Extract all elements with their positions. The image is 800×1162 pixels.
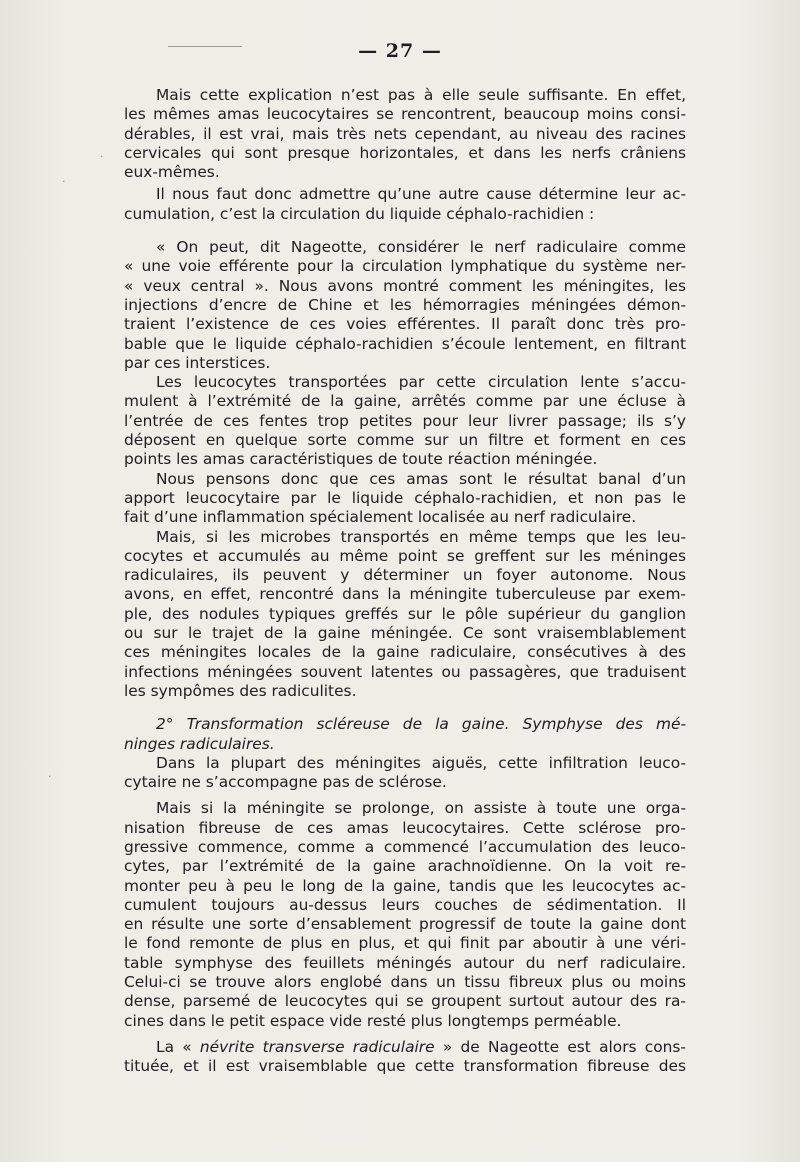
text-line: cervicales qui sont presque horizontales, et dans les nerfs crâniens: [124, 143, 686, 162]
paragraph: [124, 528, 686, 702]
text-line: fait d’une inflammation spécialement localisée au nerf radiculaire.: [124, 508, 637, 527]
margin-speck: ·: [100, 150, 104, 163]
text-line: Mais si la méningite se prolonge, on assiste à toute une orga-: [156, 799, 686, 818]
margin-speck: ·: [62, 175, 66, 188]
paragraph: [124, 373, 686, 469]
text-line: apport leucocytaire par le liquide céphalo-rachidien, et non pas le: [124, 488, 686, 507]
text-line: dérables, il est vrai, mais très nets cependant, au niveau des racines: [124, 124, 686, 143]
paragraph: [124, 1038, 686, 1077]
text-line: cytaire ne s’accompagne pas de sclérose.: [124, 773, 447, 792]
text-line: bable que le liquide céphalo-rachidien s’écoule lentement, en filtrant: [124, 334, 686, 353]
text-line: Dans la plupart des méningites aiguës, cette infiltration leuco-: [156, 753, 686, 772]
text-span: La «: [156, 1037, 200, 1056]
text-line: cumulation, c’est la circulation du liquide céphalo-rachidien :: [124, 204, 595, 223]
text-line: infections méningées souvent latentes ou passagères, que traduisent: [124, 662, 686, 681]
text-line: Il nous faut donc admettre qu’une autre cause détermine leur ac-: [156, 185, 686, 204]
text-line: traient l’existence de ces voies efférentes. Il paraît donc très pro-: [124, 315, 686, 334]
text-line: « On peut, dit Nageotte, considérer le nerf radiculaire comme: [156, 238, 686, 257]
paragraph: [124, 185, 686, 224]
text-line: cocytes et accumulés au même point se greffent sur les méninges: [124, 546, 686, 565]
paragraph: [124, 470, 686, 528]
text-line: les mêmes amas leucocytaires se rencontrent, beaucoup moins consi-: [124, 105, 686, 124]
text-line: le fond remonte de plus en plus, et qui finit par aboutir à une véri-: [124, 934, 686, 953]
text-span: » de Nageotte est alors cons-: [434, 1037, 686, 1056]
text-line: déposent en quelque sorte comme sur un filtre et forment en ces: [124, 431, 686, 450]
text-line: table symphyse des feuillets méningés autour du nerf radiculaire.: [124, 953, 686, 972]
text-line: eux-mêmes.: [124, 163, 220, 182]
text-line: Mais, si les microbes transportés en même temps que les leu-: [156, 527, 686, 546]
text-line: [124, 1038, 686, 1057]
text-line: l’entrée de ces fentes trop petites pour leur livrer passage; ils s’y: [124, 411, 686, 430]
text-line: « veux central ». Nous avons montré comment les méningites, les: [124, 276, 686, 295]
text-line: dense, parsemé de leucocytes qui se groupent surtout autour des ra-: [124, 992, 686, 1011]
text-line: gressive commence, comme a commencé l’accumulation des leuco-: [124, 837, 686, 856]
text-line: Mais cette explication n’est pas à elle seule suffisante. En effet,: [156, 86, 686, 104]
quotation-paragraph: [124, 238, 686, 373]
text-line: points les amas caractéristiques de toute réaction méningée.: [124, 450, 598, 469]
text-line: Nous pensons donc que ces amas sont le résultat banal d’un: [156, 469, 686, 488]
text-line: avons, en effet, rencontré dans la méningite tuberculeuse par exem-: [124, 585, 686, 604]
text-line: mulent à l’extrémité de la gaine, arrêtés comme par une écluse à: [124, 392, 686, 411]
text-line: cines dans le petit espace vide resté plus longtemps perméable.: [124, 1011, 622, 1030]
text-line: injections d’encre de Chine et les hémorragies méningées démon-: [124, 295, 686, 314]
body-text: [124, 86, 686, 1077]
text-line: « une voie efférente pour la circulation lymphatique du système ner-: [124, 257, 686, 276]
text-line: Celui-ci se trouve alors englobé dans un tissu fibreux plus ou moins: [124, 973, 686, 992]
margin-speck: ·: [48, 770, 52, 783]
emphasized-term: névrite transverse radiculaire: [199, 1037, 435, 1056]
page-number: — 27 —: [358, 40, 442, 62]
text-line: radiculaires, ils peuvent y déterminer un foyer autonome. Nous: [124, 566, 686, 585]
text-line: les sympômes des radiculites.: [124, 681, 357, 700]
text-line: ou sur le trajet de la gaine méningée. Ce sont vraisemblablement: [124, 624, 686, 643]
text-line: nisation fibreuse de ces amas leucocytaires. Cette sclérose pro-: [124, 818, 686, 837]
text-line: ces méningites locales de la gaine radiculaire, consécutives à des: [124, 643, 686, 662]
paragraph: [124, 754, 686, 793]
section-heading-line: ninges radiculaires.: [124, 734, 275, 753]
text-line: Les leucocytes transportées par cette circulation lente s’accu-: [156, 373, 686, 392]
text-line: monter peu à peu le long de la gaine, tandis que les leucocytes ac-: [124, 876, 686, 895]
text-line: cumulent toujours au-dessus leurs couches de sédimentation. Il: [124, 895, 686, 914]
section-heading: [124, 715, 686, 754]
text-line: cytes, par l’extrémité de la gaine arachnoïdienne. On la voit re-: [124, 857, 686, 876]
text-line: ple, des nodules typiques greffés sur le pôle supérieur du ganglion: [124, 604, 686, 623]
paragraph: [124, 86, 686, 182]
paragraph: [124, 799, 686, 1031]
text-line: par ces interstices.: [124, 353, 271, 372]
section-heading-line: 2° Transformation scléreuse de la gaine. Symphyse des mé-: [156, 715, 686, 734]
text-line: tituée, et il est vraisemblable que cette transformation fibreuse des: [124, 1057, 686, 1076]
text-line: en résulte une sorte d’ensablement progressif de toute la gaine dont: [124, 915, 686, 934]
